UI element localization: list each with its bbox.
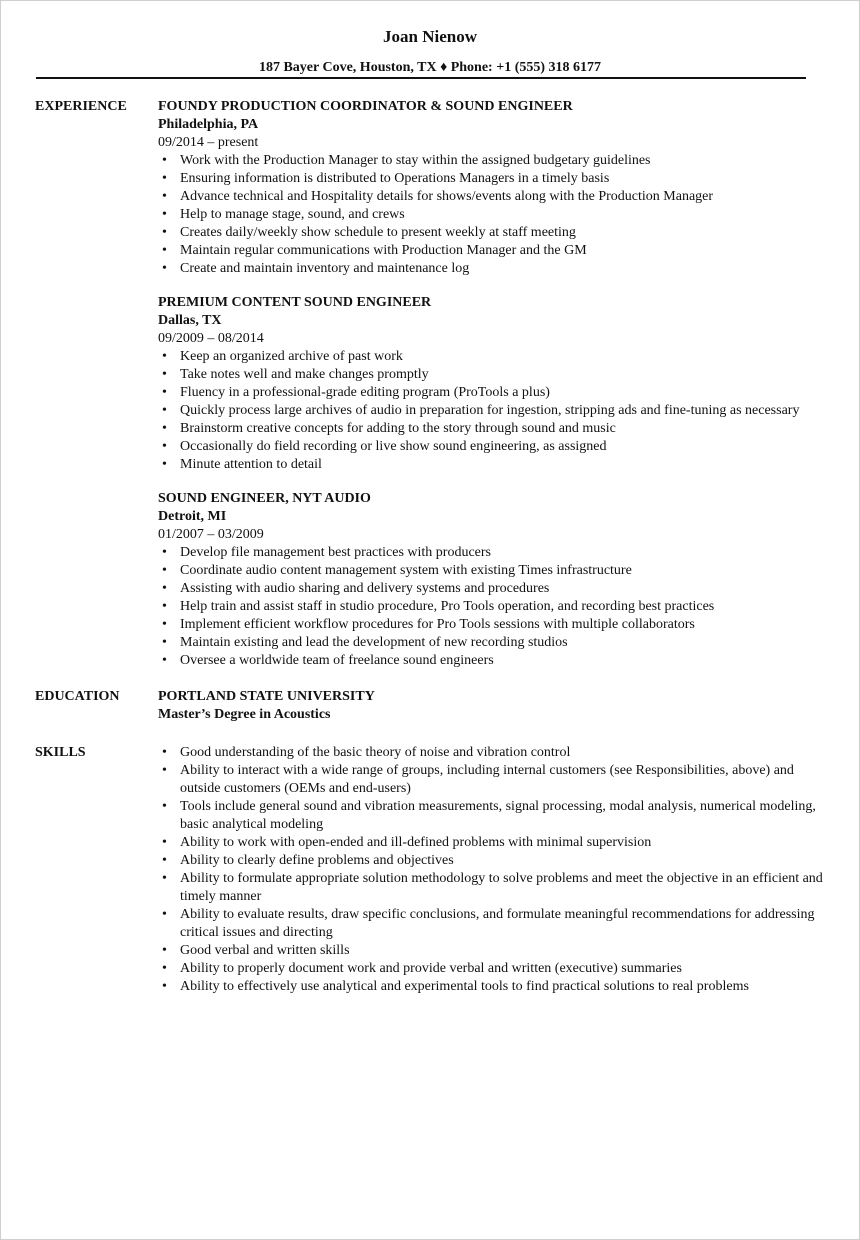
job-dates: 09/2014 – present: [158, 135, 259, 150]
job-bullet: • Oversee a worldwide team of freelance sound engineers: [158, 652, 825, 670]
job-title: FOUNDY PRODUCTION COORDINATOR & SOUND ENGINEER: [158, 99, 573, 114]
job-entry: [158, 98, 825, 278]
resume-content: [35, 98, 825, 996]
job-bullet: • Help train and assist staff in studio procedure, Pro Tools operation, and recording best practices: [158, 598, 825, 616]
job-entry: [158, 490, 825, 670]
skills-body: [158, 744, 825, 996]
skill-item: • Ability to work with open-ended and ill-defined problems with minimal supervision: [158, 834, 825, 852]
skill-item: • Ability to properly document work and provide verbal and written (executive) summaries: [158, 960, 825, 978]
job-bullet: • Develop file management best practices with producers: [158, 544, 825, 562]
section-label-experience: EXPERIENCE: [35, 99, 127, 114]
job-bullet: • Quickly process large archives of audio in preparation for ingestion, stripping ads and fine-tuning as necessary: [158, 402, 825, 420]
skill-item: • Good understanding of the basic theory of noise and vibration control: [158, 744, 825, 762]
job-dates: 01/2007 – 03/2009: [158, 527, 264, 542]
skills-list: [158, 744, 825, 996]
job-dates: 09/2009 – 08/2014: [158, 331, 264, 346]
contact-line: 187 Bayer Cove, Houston, TX ♦ Phone: +1 (555) 318 6177: [258, 60, 602, 75]
job-bullet: • Minute attention to detail: [158, 456, 825, 474]
skill-item: • Ability to formulate appropriate solution methodology to solve problems and meet the objective in an efficient and timely manner: [158, 870, 825, 906]
skill-item: • Ability to evaluate results, draw specific conclusions, and formulate meaningful recommendations for addressing critical issues and directing: [158, 906, 825, 942]
header-divider: [36, 77, 806, 79]
job-bullet: • Creates daily/weekly show schedule to present weekly at staff meeting: [158, 224, 825, 242]
job-bullet: • Advance technical and Hospitality details for shows/events along with the Production Manager: [158, 188, 825, 206]
job-bullet: • Work with the Production Manager to stay within the assigned budgetary guidelines: [158, 152, 825, 170]
skills-section: [35, 744, 825, 996]
education-body: [158, 688, 825, 724]
experience-body: [158, 98, 825, 670]
section-label-education: EDUCATION: [35, 689, 120, 704]
job-bullet: • Occasionally do field recording or live show sound engineering, as assigned: [158, 438, 825, 456]
job-bullet: • Fluency in a professional-grade editing program (ProTools a plus): [158, 384, 825, 402]
skill-item: • Ability to interact with a wide range of groups, including internal customers (see Responsibilities, above) and outside customers (OEMs and end-users): [158, 762, 825, 798]
job-bullet: • Brainstorm creative concepts for adding to the story through sound and music: [158, 420, 825, 438]
job-bullet: • Ensuring information is distributed to Operations Managers in a timely basis: [158, 170, 825, 188]
section-label-skills: SKILLS: [35, 745, 86, 760]
job-bullet: • Help to manage stage, sound, and crews: [158, 206, 825, 224]
skill-item: • Ability to clearly define problems and objectives: [158, 852, 825, 870]
degree: Master’s Degree in Acoustics: [158, 707, 331, 722]
job-bullet: • Assisting with audio sharing and delivery systems and procedures: [158, 580, 825, 598]
skill-item: • Good verbal and written skills: [158, 942, 825, 960]
education-section: [35, 688, 825, 724]
candidate-name: Joan Nienow: [383, 27, 477, 46]
job-title: PREMIUM CONTENT SOUND ENGINEER: [158, 295, 432, 310]
school-name: PORTLAND STATE UNIVERSITY: [158, 689, 375, 704]
job-bullets: [158, 544, 825, 670]
job-location: Philadelphia, PA: [158, 117, 259, 132]
job-bullet: • Create and maintain inventory and maintenance log: [158, 260, 825, 278]
skill-item: • Tools include general sound and vibration measurements, signal processing, modal analysis, numerical modeling, basic analytical modeling: [158, 798, 825, 834]
job-location: Detroit, MI: [158, 509, 227, 524]
skill-item: • Ability to effectively use analytical and experimental tools to find practical solutions to real problems: [158, 978, 825, 996]
job-bullet: • Coordinate audio content management system with existing Times infrastructure: [158, 562, 825, 580]
job-title: SOUND ENGINEER, NYT AUDIO: [158, 491, 371, 506]
job-bullet: • Keep an organized archive of past work: [158, 348, 825, 366]
job-bullet: • Take notes well and make changes promptly: [158, 366, 825, 384]
job-bullet: • Maintain existing and lead the development of new recording studios: [158, 634, 825, 652]
job-bullets: [158, 348, 825, 474]
job-bullets: [158, 152, 825, 278]
job-location: Dallas, TX: [158, 313, 222, 328]
experience-section: [35, 98, 825, 670]
job-entry: [158, 294, 825, 474]
job-bullet: • Maintain regular communications with Production Manager and the GM: [158, 242, 825, 260]
job-bullet: • Implement efficient workflow procedures for Pro Tools sessions with multiple collaborators: [158, 616, 825, 634]
